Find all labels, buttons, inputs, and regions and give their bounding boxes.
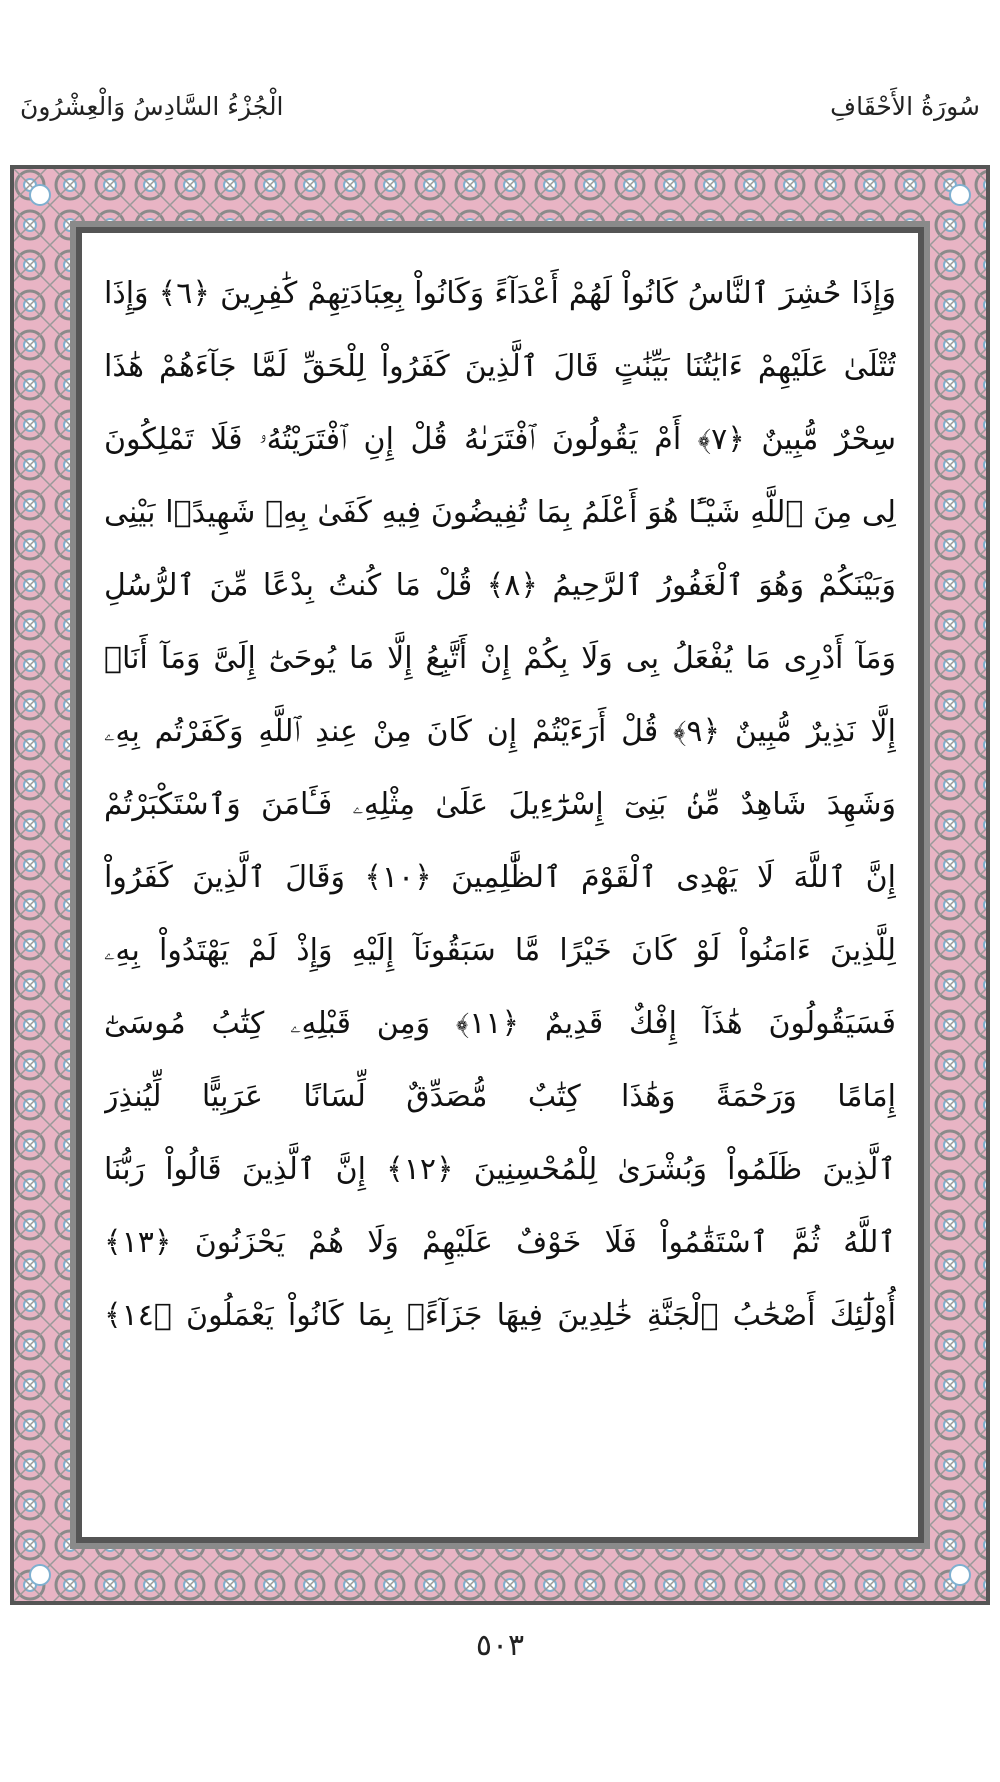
verse-line: وَشَهِدَ شَاهِدٌ مِّنۢ بَنِىٓ إِسْرَٰٓءِيلَ عَلَىٰ مِثْلِهِۦ فَـَٔامَنَ وَٱسْتَكْبَرْتُمْ [104,787,896,822]
verse-text-panel [86,235,914,1535]
verse-line: إِمَامًا وَرَحْمَةً وَهَٰذَا كِتَٰبٌ مُّصَدِّقٌ لِّسَانًا عَرَبِيًّا لِّيُنذِرَ [104,1079,896,1114]
verse-line: سِحْرٌ مُّبِينٌ ﴿٧﴾ أَمْ يَقُولُونَ ٱفْتَرَىٰهُ قُلْ إِنِ ٱفْتَرَيْتُهُۥ فَلَا تَمْلِكُونَ [104,422,896,457]
verse-line: لِلَّذِينَ ءَامَنُواْ لَوْ كَانَ خَيْرًا مَّا سَبَقُونَآ إِلَيْهِ وَإِذْ لَمْ يَهْتَدُواْ بِهِۦ [104,933,896,968]
verse-line: إِنَّ ٱللَّهَ لَا يَهْدِى ٱلْقَوْمَ ٱلظَّٰلِمِينَ ﴿١٠﴾ وَقَالَ ٱلَّذِينَ كَفَرُواْ [104,860,896,895]
verse-line: فَسَيَقُولُونَ هَٰذَآ إِفْكٌ قَدِيمٌ ﴿١١﴾ وَمِن قَبْلِهِۦ كِتَٰبُ مُوسَىٰٓ [104,1006,896,1041]
verse-line: أُوْلَٰٓئِكَ أَصْحَٰبُ ٱلْجَنَّةِ خَٰلِدِينَ فِيهَا جَزَآءًۢ بِمَا كَانُواْ يَعْمَلُونَ ﴿١٤﴾ [104,1298,896,1333]
surah-title: سُورَةُ الأَحْقَافِ [830,92,980,121]
verse-line: وَإِذَا حُشِرَ ٱلنَّاسُ كَانُواْ لَهُمْ أَعْدَآءً وَكَانُواْ بِعِبَادَتِهِمْ كَٰفِرِينَ ﴿٦﴾ وَإِذَا [104,276,896,311]
verse-line: تُتْلَىٰ عَلَيْهِمْ ءَايَٰتُنَا بَيِّنَٰتٍ قَالَ ٱلَّذِينَ كَفَرُواْ لِلْحَقِّ لَمَّا جَآءَهُمْ هَٰذَا [104,349,896,384]
verse-line: ٱلَّذِينَ ظَلَمُواْ وَبُشْرَىٰ لِلْمُحْسِنِينَ ﴿١٢﴾ إِنَّ ٱلَّذِينَ قَالُواْ رَبُّنَا [104,1152,896,1187]
juz-title: الْجُزْءُ السَّادِسُ وَالْعِشْرُونَ [20,92,284,121]
ornamental-frame [10,165,990,1605]
verse-line: لِى مِنَ ٱللَّهِ شَيْـًٔا هُوَ أَعْلَمُ بِمَا تُفِيضُونَ فِيهِ كَفَىٰ بِهِۦ شَهِيدًۢا بَيْنِى [104,495,896,530]
page-number: ٥٠٣ [475,1628,525,1663]
verse-line: ٱللَّهُ ثُمَّ ٱسْتَقَٰمُواْ فَلَا خَوْفٌ عَلَيْهِمْ وَلَا هُمْ يَحْزَنُونَ ﴿١٣﴾ [104,1225,896,1260]
verse-line: وَبَيْنَكُمْ وَهُوَ ٱلْغَفُورُ ٱلرَّحِيمُ ﴿٨﴾ قُلْ مَا كُنتُ بِدْعًا مِّنَ ٱلرُّسُلِ [104,568,896,603]
page-header [0,82,1000,142]
verse-line: إِلَّا نَذِيرٌ مُّبِينٌ ﴿٩﴾ قُلْ أَرَءَيْتُمْ إِن كَانَ مِنْ عِندِ ٱللَّهِ وَكَفَرْتُم بِهِۦ [104,714,896,749]
verse-line: وَمَآ أَدْرِى مَا يُفْعَلُ بِى وَلَا بِكُمْ إِنْ أَتَّبِعُ إِلَّا مَا يُوحَىٰٓ إِلَىَّ وَمَآ أَنَا۠ [104,641,896,676]
